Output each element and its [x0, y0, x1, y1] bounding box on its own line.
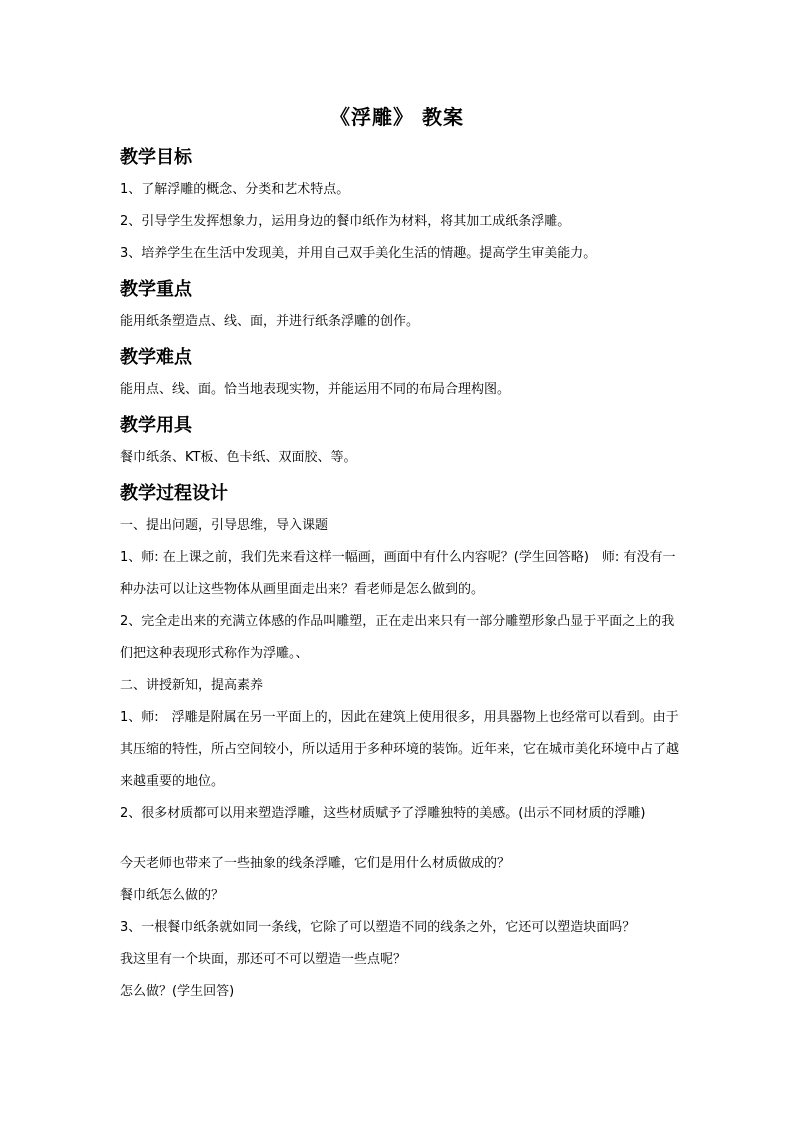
- process-item-4: 二、讲授新知，提高素养: [120, 678, 264, 693]
- section-process: [120, 478, 680, 1008]
- goal-item-1: 1、了解浮雕的概念、分类和艺术特点。: [120, 182, 350, 197]
- paragraph-gap: [120, 830, 680, 848]
- process-item-1: 一、提出问题，引导思维，导入课题: [120, 518, 329, 533]
- section-difficulty: [120, 342, 680, 406]
- process-item-3: 2、完全走出来的充满立体感的作品叫雕塑，正在走出来只有一部分雕塑形象凸显于平面之上的我们把这种表现形式称作为浮雕。、: [120, 614, 675, 661]
- document-title: 《浮雕》 教案: [330, 105, 464, 129]
- section-tools: [120, 410, 680, 474]
- section-focus: [120, 274, 680, 338]
- process-item-7: 今天老师也带来了一些抽象的线条浮雕，它们是用什么材质做成的？: [120, 856, 511, 871]
- process-item-11: 怎么做？(学生回答): [120, 984, 235, 999]
- process-item-10: 我这里有一个块面，那还可不可以塑造一些点呢？: [120, 952, 407, 967]
- goal-item-3: 3、培养学生在生活中发现美，并用自己双手美化生活的情趣。提高学生审美能力。: [120, 246, 597, 261]
- section-goals: [120, 142, 680, 270]
- section-heading-difficulty: 教学难点: [120, 347, 192, 368]
- section-heading-focus: 教学重点: [120, 279, 192, 300]
- process-item-2: 1、师: 在上课之前，我们先来看这样一幅画，画面中有什么内容呢？(学生回答略) 师: 有没有一种办法可以让这些物体从画里面走出来？看老师是怎么做到的。: [120, 550, 676, 597]
- goal-item-2: 2、引导学生发挥想象力，运用身边的餐巾纸作为材料，将其加工成纸条浮雕。: [120, 214, 571, 229]
- process-item-8: 餐巾纸怎么做的？: [120, 888, 225, 903]
- focus-text: 能用纸条塑造点、线、面，并进行纸条浮雕的创作。: [120, 314, 420, 329]
- section-heading-process: 教学过程设计: [120, 483, 228, 504]
- document-body: [120, 142, 680, 1012]
- process-item-9: 3、一根餐巾纸条就如同一条线，它除了可以塑造不同的线条之外，它还可以塑造块面吗？: [120, 920, 636, 935]
- tools-text: 餐巾纸条、KT板、色卡纸、双面胶、等。: [120, 450, 357, 465]
- section-heading-tools: 教学用具: [120, 415, 192, 436]
- process-item-5: 1、师: 浮雕是附属在另一平面上的，因此在建筑上使用很多，用具器物上也经常可以看到。由于其压缩的特性，所占空间较小，所以适用于多种环境的装饰。近年来，它在城市美化环境中占了越来越重要的地位。: [120, 710, 680, 789]
- section-heading-goals: 教学目标: [120, 147, 192, 168]
- difficulty-text: 能用点、线、面。恰当地表现实物，并能运用不同的布局合理构图。: [120, 382, 511, 397]
- process-item-6: 2、很多材质都可以用来塑造浮雕，这些材质赋予了浮雕独特的美感。(出示不同材质的浮雕): [120, 806, 646, 821]
